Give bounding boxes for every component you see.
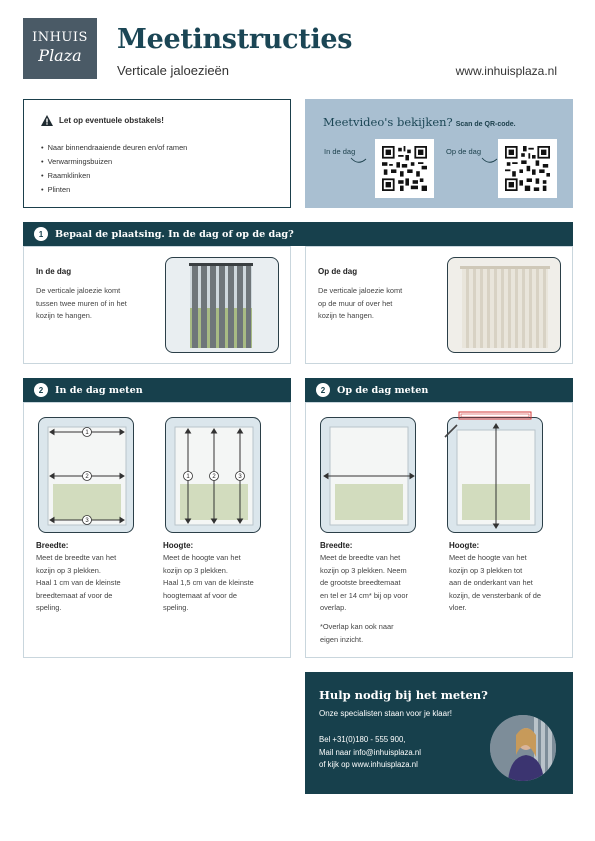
instruction-text <box>449 552 541 615</box>
page-title: Meetinstructies <box>117 24 353 55</box>
instruction-text <box>320 552 408 615</box>
diagram-width-in-de-dag <box>38 417 134 533</box>
text-line: vloer. <box>449 603 467 613</box>
instruction-title: Breedte: <box>36 541 69 550</box>
step-number-badge: 1 <box>34 227 48 241</box>
text-line: Haal 1 cm van de kleinste <box>36 578 121 588</box>
text-line: speling. <box>36 603 62 613</box>
overlap-note <box>320 621 408 646</box>
contact-info <box>319 734 421 772</box>
list-item: • Raamklinken <box>41 169 187 183</box>
panel-in-de-dag-meten <box>23 402 291 658</box>
warning-icon <box>41 115 53 126</box>
curved-arrow-icon <box>481 156 499 166</box>
measure-width-illustration <box>39 418 134 533</box>
qr-code-in-de-dag[interactable] <box>375 139 434 198</box>
warning-title: Let op eventuele obstakels! <box>59 116 164 125</box>
measure-height-illustration <box>448 418 543 533</box>
section-bar-op-de-dag-meten <box>305 378 573 402</box>
website-link[interactable]: www.inhuisplaza.nl <box>455 64 557 78</box>
marker-3: 3 <box>238 474 242 480</box>
video-heading <box>323 115 516 129</box>
section-title: Op de dag meten <box>337 384 429 396</box>
panel-title: In de dag <box>36 267 72 276</box>
curved-arrow-icon <box>350 156 368 166</box>
window-blinds-illustration <box>166 258 279 353</box>
measure-width-illustration <box>321 418 416 533</box>
logo-text-top: INHUIS <box>32 30 88 45</box>
photo-op-de-dag <box>447 257 561 353</box>
panel-op-de-dag <box>305 246 573 364</box>
diagram-height-op-de-dag <box>447 417 543 533</box>
text-line: Meet de breedte van het <box>320 553 401 562</box>
instruction-title: Hoogte: <box>449 541 480 550</box>
text-line: speling. <box>163 603 189 613</box>
text-line: Haal 1,5 cm van de kleinste <box>163 578 254 588</box>
text-line: en tel er 14 cm* bij op voor <box>320 590 408 600</box>
text-line: De verticale jaloezie komt <box>318 286 403 295</box>
qr-code-icon <box>505 146 550 191</box>
step-number-badge: 2 <box>316 383 330 397</box>
marker-3: 3 <box>85 518 89 524</box>
text-line: overlap. <box>320 603 347 613</box>
height-instructions <box>163 541 254 615</box>
panel-description <box>36 285 127 323</box>
agent-photo-illustration <box>490 715 556 781</box>
diagram-height-in-de-dag <box>165 417 261 533</box>
page-subtitle: Verticale jaloezieën <box>117 63 230 78</box>
support-agent-avatar <box>490 715 556 781</box>
instruction-text <box>36 552 121 615</box>
text-line: kozijn op 3 plekken. Neem <box>320 565 407 575</box>
instruction-title: Hoogte: <box>163 541 194 550</box>
help-title: Hulp nodig bij het meten? <box>319 688 488 702</box>
text-line: kozijn op 3 plekken. <box>163 565 228 575</box>
list-item: • Naar binnendraaiende deuren en/of ramen <box>41 141 187 155</box>
text-line: breedtemaat af voor de <box>36 590 113 600</box>
text-line: De verticale jaloezie komt <box>36 286 121 295</box>
text-line: kozijn op 3 plekken tot <box>449 565 523 575</box>
window-blinds-illustration <box>448 258 561 353</box>
section-bar-placement <box>23 222 573 246</box>
panel-in-de-dag <box>23 246 291 364</box>
qr-code-icon <box>382 146 427 191</box>
help-box <box>305 672 573 794</box>
text-line: *Overlap kan ook naar <box>320 621 394 631</box>
marker-1: 1 <box>186 474 190 480</box>
contact-website[interactable]: of kijk op www.inhuisplaza.nl <box>319 760 418 769</box>
text-line: de grootste breedtemaat <box>320 578 401 588</box>
text-line: Meet de hoogte van het <box>449 553 527 562</box>
section-title: In de dag meten <box>55 384 143 396</box>
diagram-width-op-de-dag <box>320 417 416 533</box>
warning-box <box>23 99 291 208</box>
logo-text-bottom: Plaza <box>38 46 82 65</box>
wand-icon <box>443 423 459 439</box>
marker-1: 1 <box>85 430 89 436</box>
qr-label-in-de-dag: In de dag <box>324 147 356 156</box>
headrail-red-outline <box>458 411 532 421</box>
text-line: Meet de hoogte van het <box>163 553 241 562</box>
section-title: Bepaal de plaatsing. In de dag of op de dag? <box>55 228 294 240</box>
video-title: Meetvideo's bekijken? <box>323 115 453 129</box>
instruction-title: Breedte: <box>320 541 353 550</box>
text-line: hoogtemaat af voor de <box>163 590 237 600</box>
logo <box>23 18 97 79</box>
measure-height-illustration <box>166 418 261 533</box>
text-line: kozijn te hangen. <box>36 311 92 321</box>
width-instructions <box>36 541 121 615</box>
text-line: kozijn te hangen. <box>318 311 374 321</box>
panel-description <box>318 285 402 323</box>
video-box <box>305 99 573 208</box>
instruction-text <box>163 552 254 615</box>
list-item: • Verwarmingsbuizen <box>41 155 187 169</box>
panel-op-de-dag-meten <box>305 402 573 658</box>
obstacle-list <box>41 141 187 197</box>
list-item: • Plinten <box>41 183 187 197</box>
text-line: kozijn op 3 plekken. <box>36 565 101 575</box>
height-instructions <box>449 541 541 615</box>
step-number-badge: 2 <box>34 383 48 397</box>
panel-title: Op de dag <box>318 267 358 276</box>
qr-code-op-de-dag[interactable] <box>498 139 557 198</box>
contact-phone[interactable]: Bel +31(0)180 - 555 900, <box>319 735 406 744</box>
text-line: tussen twee muren of in het <box>36 298 127 308</box>
video-hint: Scan de QR-code. <box>455 121 516 128</box>
contact-email[interactable]: Mail naar info@inhuisplaza.nl <box>319 747 421 757</box>
section-bar-in-de-dag-meten <box>23 378 291 402</box>
marker-2: 2 <box>212 474 216 480</box>
text-line: Meet de breedte van het <box>36 553 117 562</box>
text-line: aan de onderkant van het <box>449 578 533 588</box>
qr-label-op-de-dag: Op de dag <box>446 147 482 156</box>
width-instructions <box>320 541 408 646</box>
text-line: op de muur of over het <box>318 298 393 308</box>
photo-in-de-dag <box>165 257 279 353</box>
help-subtitle: Onze specialisten staan voor je klaar! <box>319 709 452 718</box>
text-line: eigen inzicht. <box>320 634 364 644</box>
warning-heading <box>41 115 164 126</box>
text-line: kozijn, de vensterbank of de <box>449 590 542 600</box>
marker-2: 2 <box>85 474 89 480</box>
